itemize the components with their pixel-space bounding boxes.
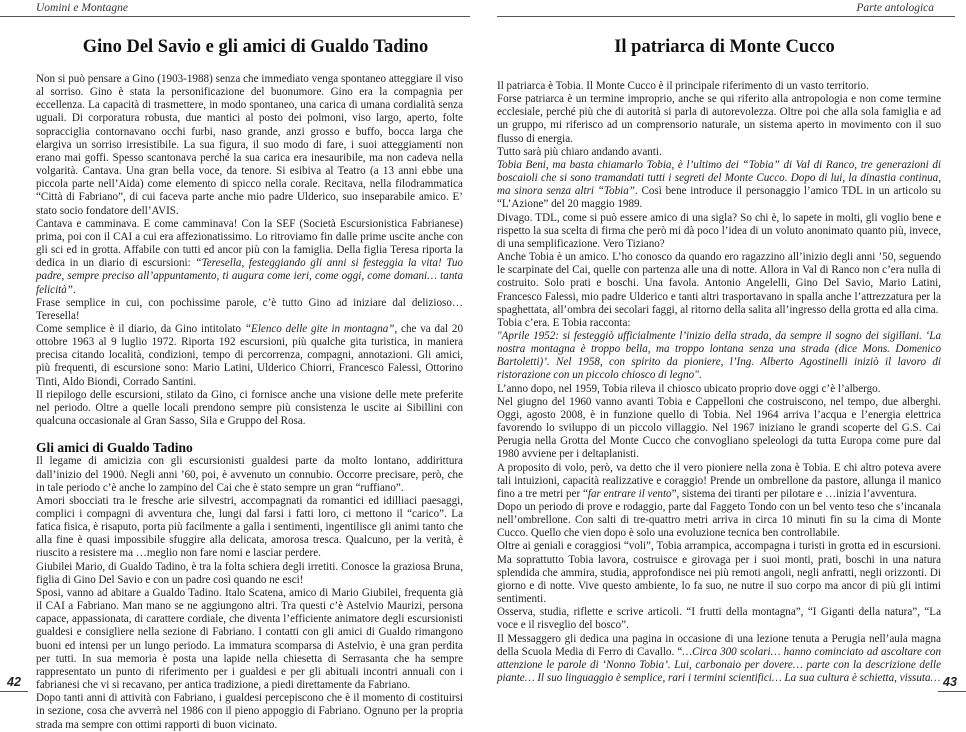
- italic-text: far entrare il vento: [587, 487, 672, 500]
- paragraph: [36, 218, 463, 297]
- left-page: [0, 0, 483, 731]
- paragraph: [36, 692, 463, 731]
- text-run: Come semplice è il diario, da Gino intitolato: [36, 322, 245, 335]
- italic-text: "Aprile 1952: si festeggiò ufficialmente l’inizio della strada, da sempre il sogno dei sigillani. ‘La nostra montagna è troppo bella, ma troppo lontana senza una strada (dice Mons. Domenico Bartoletti)’. Nel 1958, con spirito da pioniere, l’Ing. Alberto Agostinelli iniziò il lavoro di ristorazione con un piccolo chiosco di legno": [497, 329, 941, 382]
- text-run: Amori sbocciati tra le fresche arie silvestri, accompagnati da romantici ed idilliaci paesaggi, complici i compagni di avventura che, lungi dal farsi i fatti loro, ci mettono il “carico”. La fatica fisica, è risaputo, porta più facilmente a galla i sentimenti, ingentilisce gli animi tanto che alla fine è quasi impossibile sfuggire alla delicata, amorosa tresca. Qualcuno, per la verità, è riuscito a resistere ma …meglio non fare nomi e lasciar perdere.: [36, 494, 463, 560]
- right-page: [483, 0, 966, 699]
- running-head: Parte antologica: [856, 2, 934, 14]
- paragraph: [497, 396, 941, 462]
- paragraphs: [497, 80, 941, 685]
- paragraph: [497, 146, 941, 159]
- paragraph: [497, 251, 941, 317]
- italic-text: “Teresella, festeggiando gli anni si festeggia la vita! Tuo padre, sempre preciso all’appuntamento, ti augura come ieri, come oggi, come domani… tanta felicità”: [36, 257, 463, 296]
- footer-rule: [0, 691, 28, 692]
- text-run: . Così bene introduce il personaggio l’amico TDL in un articolo su “L’Azione” del 20 maggio 1989.: [497, 185, 941, 211]
- paragraph: [36, 389, 463, 428]
- paragraph: [36, 323, 463, 389]
- article-body: [36, 73, 463, 732]
- text-run: L’anno dopo, nel 1959, Tobia rileva il chiosco ubicato proprio dove oggi c’è l’albergo.: [497, 382, 881, 395]
- paragraph: [497, 606, 941, 632]
- article-body: [497, 80, 941, 685]
- paragraph: [497, 159, 941, 212]
- text-run: Tobia c’era. E Tobia racconta:: [497, 316, 631, 329]
- text-run: .: [72, 283, 76, 296]
- text-run: Cantava e camminava. E come camminava! Con la SEF (Società Escursionistica Fabrianese) prima, poi con il CAI a cui era affezionatissimo. Lo ritroviamo fin dalle prime uscite anche con gli sci ed in grotta. Affabile con tutti ed ancor più con la famiglia. Della figlia Teresa riporta la dedica in un diario di escursioni:: [36, 217, 463, 270]
- paragraphs-bottom: [36, 455, 463, 731]
- text-run: Oltre ai geniali e coraggiosi “voli”, Tobia arrampica, accompagna i turisti in grotta ed in escursioni. Ma soprattutto Tobia lavora, costruisce e girovaga per i suoi monti, prati, boschi in una natura splendida che ammira, studia, approfondisce nei più remoti angoli, negli anfratti, negli orizzonti. Di giorno e di notte. Vive questo ambiente, lo fa suo, ne nutre il suo corpo ma ancor di più gli intimi sentimenti.: [497, 540, 941, 606]
- section-subheading: Gli amici di Gualdo Tadino: [36, 440, 193, 456]
- italic-text: …Circa 300 scolari… hanno cominciato ad ascoltare con attenzione le parole di ‘Nonno Tobia’. Lui, carbonaio per dovere… parte con la descrizione delle piante… Il suo linguaggio è semplice, rari i termini scientifici… La sua cultura è schietta, vissuta…: [497, 645, 941, 685]
- text-run: Il patriarca è Tobia. Il Monte Cucco è il principale riferimento di un vasto territorio.: [497, 80, 869, 92]
- paragraph: [36, 297, 463, 323]
- italic-text: “Elenco delle gite in montagna”: [244, 322, 395, 335]
- text-run: Anche Tobia è un amico. L’ho conosco da quando ero ragazzino all’inizio degli anni ’50, seguendo le scarpinate del Cai, quelle con partenza alle una di notte. Allora in Val di Ranco non c’era nulla di costruito. Solo prati e boschi. Una favola. Antonio Angelelli, Gino Del Savio, Mario Latini, Francesco Falessi, mio padre Ulderico e tanti altri trasportavano in spalla anche l’attrezzatura per la spaghettata, all’ombra dei secolari faggi, al ritorno della salita all’ingresso della grotta ed alla cima.: [497, 251, 941, 316]
- running-head: Uomini e Montagne: [36, 2, 128, 14]
- article-title: Il patriarca di Monte Cucco: [614, 37, 835, 57]
- text-run: Il Messaggero gli dedica una pagina in occasione di una lezione tenuta a Perugia nell’aula magna della Scuola Media di Ferro di Cavallo. “: [497, 632, 941, 658]
- page-number: 42: [7, 675, 21, 689]
- article-title: Gino Del Savio e gli amici di Gualdo Tadino: [82, 37, 429, 57]
- paragraph: [497, 501, 941, 540]
- text-run: , che va dal 20 ottobre 1963 al 9 luglio 1972. Riporta 192 escursioni, più qualche gita turistica, in maniera precisa citando località, condizioni, tempo di percorrenza, compagni, annotazioni. Gli amici, più frequenti, di escursione sono: Mario Latini, Ulderico Chiorri, Francesco Falessi, Ottorino Tinti, Aldo Biondi, Corrado Santini.: [36, 322, 463, 388]
- text-run: Dopo tanti anni di attività con Fabriano, i gualdesi percepiscono che è il momento di costituirsi in sezione, cosa che avverrà nel 1986 con il pieno appoggio di Fabriano. Ognuno per la propria strada ma sempre con ottimi rapporti di buon vicinato.: [36, 692, 463, 731]
- text-run: Forse patriarca è un termine improprio, anche se qui riferito alla antropologia e non come termine ecclesiale, perché più che di autorità si parla di autorevolezza. Oltre poi che alla sola famiglia e ad un gruppo, mi riferisco ad un comprensorio naturale, un sistema aperto in movimento con il suo flusso di energia.: [497, 93, 941, 145]
- text-run: Nel giugno del 1960 vanno avanti Tobia e Cappelloni che costruiscono, nel tempo, due alberghi. Oggi, agosto 2008, è in funzione quello di Tobia. Nel 1964 arriva l’acqua e l’energia elettrica favorendo lo sviluppo di un piccolo villaggio. Nel 1967 iniziano le grandi scoperte del G.S. Cai Perugia nella Grotta del Monte Cucco che convogliano speleologi da tutta Europa come pure dal 1980 avviene per i deltaplanisti.: [497, 395, 941, 461]
- text-run: .: [698, 369, 702, 382]
- text-run: A proposito di volo, però, va detto che il vero pioniere nella zona è Tobia. E chi altro poteva avere tali intuizioni, capacità realizzative e coraggio! Prende un ombrellone da pastore, allunga il manico fino a tre metri per “: [497, 461, 941, 500]
- header-rule: [0, 16, 470, 17]
- paragraph: [36, 73, 463, 218]
- header-rule: [497, 16, 955, 17]
- paragraph: [497, 383, 941, 396]
- text-run: Divago. TDL, come si può essere amico di una sigla? So chi è, lo sapete in molti, gli voglio bene e rispetto la sua scelta di firma che però mi dà poco l’idea di un voluto anonimato quanto più, invece, di una semplificazione. Vero Tiziano?: [497, 211, 941, 250]
- text-run: Il riepilogo delle escursioni, stilato da Gino, ci fornisce anche una visione delle mete preferite nel periodo. Oltre a quelle locali prendono sempre più consistenza le uscite ai Sibillini con qualcuna occasionale al Gran Sasso, Sila e Gruppo del Rosa.: [36, 388, 463, 428]
- paragraph: [36, 495, 463, 561]
- text-run: Giubilei Mario, di Gualdo Tadino, è tra la folta schiera degli irretiti. Conosce la graziosa Bruna, figlia di Gino Del Savio e con un padre così quando ne esci!: [36, 560, 463, 586]
- paragraph: [497, 212, 941, 251]
- paragraph: [497, 317, 941, 330]
- text-run: Non si può pensare a Gino (1903-1988) senza che immediato venga spontaneo atteggiare il viso al sorriso. Gino è stata la personificazione del buonumore. Gino era la compagnia per eccellenza. La capacità di trasmettere, in modo spontaneo, una carica di umana cordialità senza uguali. Di corporatura robusta, due mantici al posto dei polmoni, viso largo, aperto, folte sopracciglia contornavano occhi furbi, naso grande, anzi grosso e buffo, bocca larga che elargiva un sorriso irresistibile. La sua figura, il suo modo di fare, i suoi atteggiamenti non erano mai goffi. Spesso scantonava perché la sua carica era inesauribile, ma non cadeva nella volgarità. Cantava. Una gran bella voce, da tenore. Si esibiva al Teatro (a 13 anni ebbe una piccola parte nell’Aida) come elemento di spicco nella corale. Recitava, nella filodrammatica “Città di Fabriano”, di cui faceva parte anche mio padre Ulderico, suo inseparabile amico. E’ stato socio fondatore dell’AVIS.: [36, 73, 463, 217]
- text-run: Osserva, studia, riflette e scrive articoli. “I frutti della montagna”, “I Giganti della natura”, “La voce e il risveglio del bosco”.: [497, 606, 941, 632]
- paragraph: [497, 540, 941, 606]
- paragraph: [497, 330, 941, 383]
- paragraph: [36, 561, 463, 587]
- paragraph: [497, 462, 941, 501]
- paragraphs-top: [36, 73, 463, 428]
- paragraph: [497, 80, 941, 93]
- paragraph: [497, 93, 941, 146]
- text-run: Il legame di amicizia con gli escursionisti gualdesi parte da molto lontano, addirittura dall’inizio del 1900. Negli anni ’60, poi, è avvenuto un connubio. Occorre precisare, però, che in tale periodo c’è anche lo zampino del Cai che è stato sempre un gran “ruffiano”.: [36, 455, 463, 494]
- text-run: ”, sistema dei tiranti per pilotare e …inizia l’avventura.: [671, 487, 917, 500]
- footer-rule: [938, 691, 966, 692]
- paragraph: [36, 455, 463, 494]
- text-run: Sposi, vanno ad abitare a Gualdo Tadino. Italo Scatena, amico di Mario Giubilei, frequenta già il CAI a Fabriano. Man mano se ne aggiungono altri. Tra questi c’è Astelvio Maurizi, persona capace, appassionata, di carattere cordiale, che diventa l’efficiente animatore degli escursionisti gualdesi e consigliere nella sezione di Fabriano. I contatti con gli amici di Gualdo rimangono buoni ed intensi per un lungo periodo. La immatura scomparsa di Astelvio, è una gran perdita per tutti. In sua memoria è posta una lapide nella chiesetta di Serrasanta che ha sempre rappresentato un punto di riferimento per i gualdesi e per gli abituali incontri annuali con i fabrianesi che vi si recavano, per antica tradizione, a piedi direttamente da Fabriano.: [36, 586, 463, 692]
- text-run: Tutto sarà più chiaro andando avanti.: [497, 145, 662, 158]
- page-number: 43: [943, 675, 957, 689]
- paragraph: [36, 587, 463, 692]
- italic-text: Tobia Beni, ma basta chiamarlo Tobia, è l’ultimo dei “Tobia” di Val di Ranco, tre generazioni di boscaioli che si sono tramandati tutti i segreti del Monte Cucco. Dopo di lui, la dinastia continua, ma sinora senza altri “Tobia”: [497, 158, 941, 198]
- text-run: Frase semplice in cui, con pochissime parole, c’è tutto Gino ad iniziare dal delizioso… Teresella!: [36, 296, 463, 322]
- text-run: Dopo un periodo di prove e rodaggio, parte dal Faggeto Tondo con un bel vento teso che s’incanala nell’ombrellone. Con salti di tre-quattro metri arriva in circa 10 minuti fin su la cima di Monte Cucco. Quello che vien dopo è solo una evoluzione tecnica ben controllabile.: [497, 501, 941, 540]
- paragraph: [497, 633, 941, 686]
